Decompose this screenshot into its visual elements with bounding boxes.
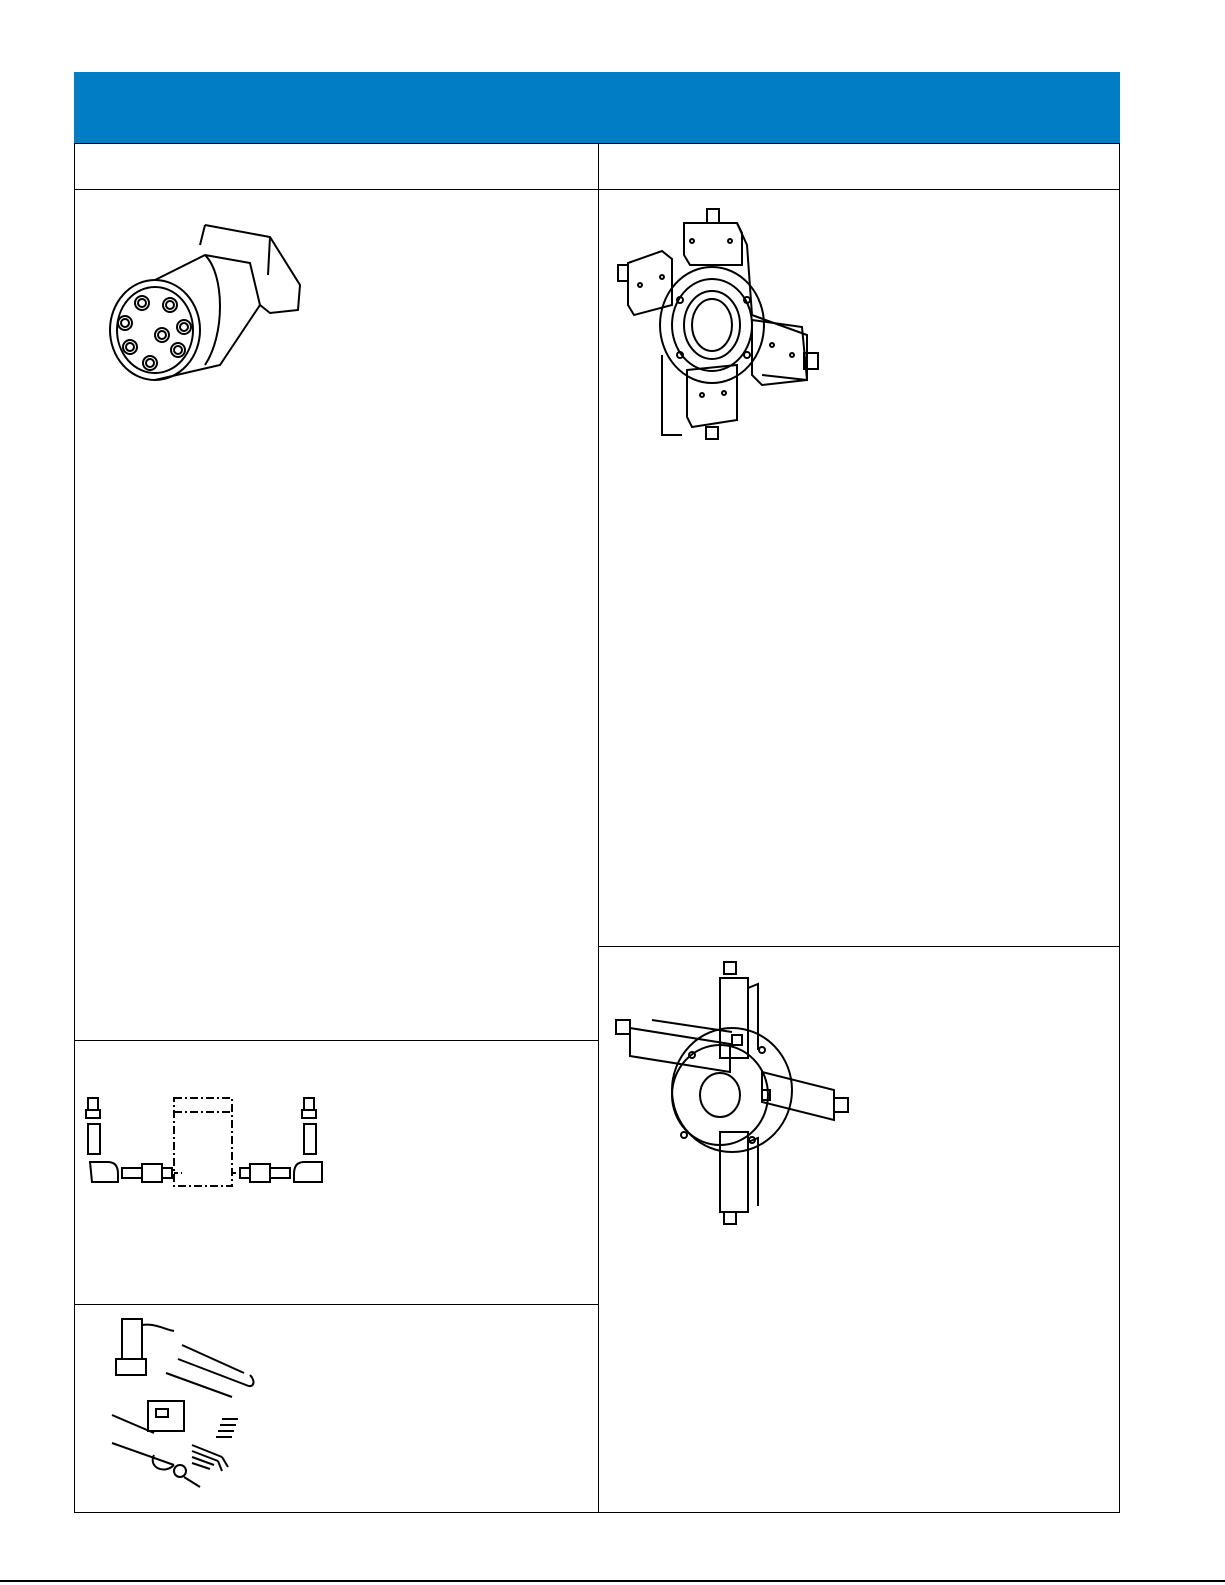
four-arm-clamp-illustration [612, 205, 834, 445]
left-row-divider-2 [74, 1304, 598, 1305]
left-row-divider-1 [74, 1040, 598, 1041]
cylinder-illustration [100, 215, 310, 385]
cross-clamp-illustration [612, 960, 852, 1250]
right-row-divider-1 [599, 946, 1120, 947]
column-divider [598, 143, 599, 1513]
header-row-divider [74, 189, 1120, 190]
tool-kit-illustration [104, 1315, 264, 1495]
footer-rule [0, 1580, 1225, 1582]
header-banner [74, 72, 1120, 143]
fittings-illustration [82, 1092, 332, 1202]
